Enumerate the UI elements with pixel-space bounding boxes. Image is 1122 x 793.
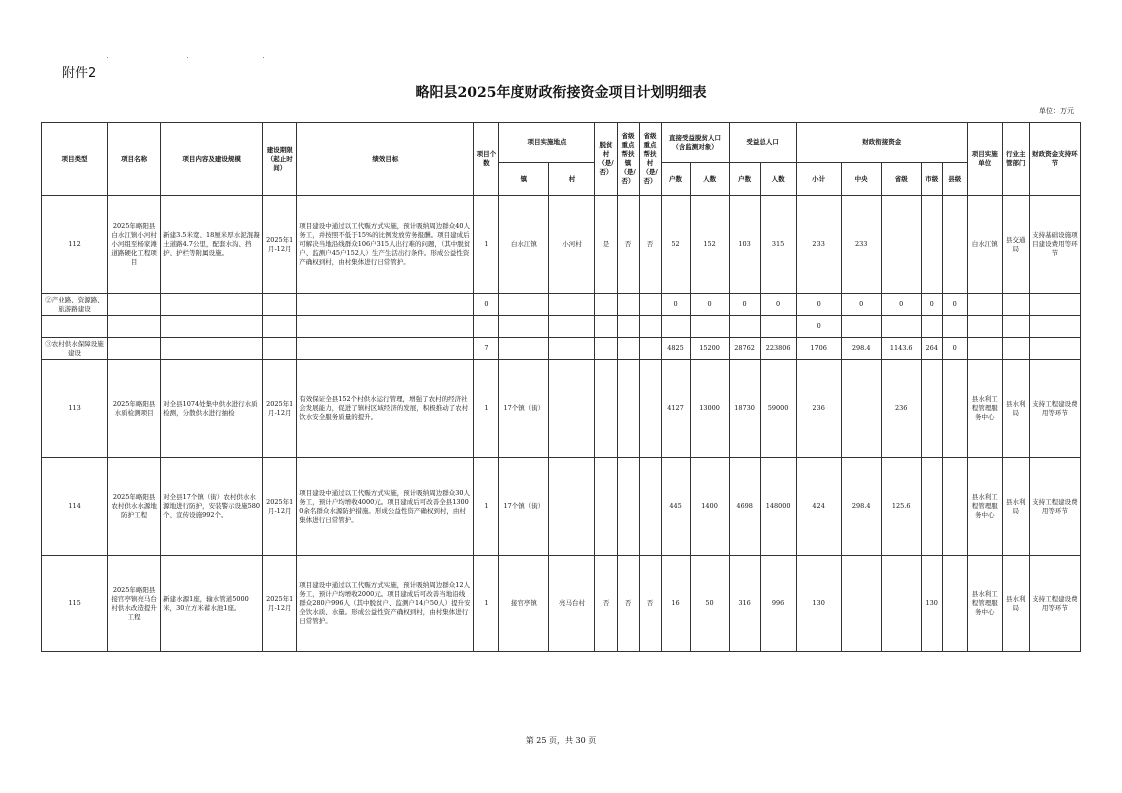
cell-kv <box>639 360 661 458</box>
table-row <box>42 360 1081 458</box>
cell-type: 114 <box>42 458 108 556</box>
cell-county: 0 <box>942 338 967 360</box>
cell-prov <box>881 556 921 652</box>
header-total-benefit: 受益总人口 <box>729 123 796 163</box>
table-row <box>42 458 1081 556</box>
cell-city <box>921 316 942 338</box>
header-town: 镇 <box>499 163 549 196</box>
cell-prov: 236 <box>881 360 921 458</box>
cell-cen: 298.4 <box>841 458 881 556</box>
cell-unit: 县水利工程管理服务中心 <box>967 458 1002 556</box>
cell-th: 18730 <box>729 360 760 458</box>
cell-city <box>921 196 942 294</box>
header-central: 中央 <box>841 163 881 196</box>
header-subtotal: 小计 <box>796 163 841 196</box>
cell-dh: 4825 <box>661 338 690 360</box>
cell-cen <box>841 360 881 458</box>
cell-county <box>942 360 967 458</box>
cell-cen: 0 <box>841 294 881 316</box>
cell-goal <box>297 316 474 338</box>
cell-count <box>474 316 499 338</box>
header-dept: 行业主管部门 <box>1002 123 1029 196</box>
cell-content: 新建3.5米宽、18厘米厚水泥混凝土道路4.7公里，配套水沟、挡护、护栏等附属设施。 <box>161 196 263 294</box>
cell-kt: 否 <box>617 556 639 652</box>
cell-period <box>263 294 297 316</box>
cell-pv <box>595 458 617 556</box>
cell-cen <box>841 316 881 338</box>
cell-kv <box>639 338 661 360</box>
cell-content: 对全县17个镇（街）农村供水水源地进行防护，安装警示设施580个、宣传设施992个。 <box>161 458 263 556</box>
header-support: 财政资金支持环节 <box>1029 123 1080 196</box>
cell-kt <box>617 338 639 360</box>
cell-dp: 1400 <box>690 458 729 556</box>
cell-county <box>942 316 967 338</box>
header-project-type: 项目类型 <box>42 123 108 196</box>
cell-prov: 0 <box>881 294 921 316</box>
cell-unit <box>967 338 1002 360</box>
cell-count: 1 <box>474 196 499 294</box>
cell-town <box>499 294 549 316</box>
header-village: 村 <box>549 163 595 196</box>
cell-town: 17个镇（街） <box>499 360 549 458</box>
cell-kt <box>617 458 639 556</box>
cell-prov <box>881 196 921 294</box>
cell-village <box>549 360 595 458</box>
cell-support: 支持工程建设费用等环节 <box>1029 556 1080 652</box>
cell-dp: 0 <box>690 294 729 316</box>
cell-content: 新建水源1座，输水管道5000米，30立方米蓄水池1座。 <box>161 556 263 652</box>
cell-dp: 50 <box>690 556 729 652</box>
cell-city: 130 <box>921 556 942 652</box>
header-period: 建设期限（起止时间） <box>263 123 297 196</box>
cell-name <box>108 316 161 338</box>
cell-pv <box>595 360 617 458</box>
header-impl-unit: 项目实施单位 <box>967 123 1002 196</box>
table-row <box>42 196 1081 294</box>
cell-cen <box>841 556 881 652</box>
cell-goal <box>297 294 474 316</box>
cell-city: 0 <box>921 294 942 316</box>
cell-sub: 0 <box>796 316 841 338</box>
cell-goal: 项目建设中通过以工代赈方式实施，预计吸纳周边群众40人务工，并按照不低于15%的比例发放劳务报酬。项目建成后可解决当地沿线群众106户315人出行难的问题，（其中脱贫户、监测户45户152人）生产生活出行条件。形成公益性资产确权到村，由村集体进行日常管护。 <box>297 196 474 294</box>
header-direct-benefit: 直接受益脱贫人口（含监测对象） <box>661 123 729 163</box>
cell-kv <box>639 458 661 556</box>
header-key-village: 省级重点帮扶村（是/否） <box>639 123 661 196</box>
cell-count: 1 <box>474 458 499 556</box>
cell-dp <box>690 316 729 338</box>
cell-dh: 16 <box>661 556 690 652</box>
cell-unit: 县水利工程管理服务中心 <box>967 360 1002 458</box>
cell-dh: 4127 <box>661 360 690 458</box>
cell-th: 28762 <box>729 338 760 360</box>
cell-tp: 148000 <box>760 458 796 556</box>
cell-county <box>942 196 967 294</box>
cell-count: 1 <box>474 360 499 458</box>
cell-unit <box>967 316 1002 338</box>
cell-dept: 县交通局 <box>1002 196 1029 294</box>
cell-dp: 13000 <box>690 360 729 458</box>
cell-name: 2025年略阳县白水江镇小河村小河组至杨家滩道路硬化工程项目 <box>108 196 161 294</box>
table-row <box>42 316 1081 338</box>
cell-cen: 233 <box>841 196 881 294</box>
cell-kt <box>617 294 639 316</box>
cell-dept: 县水利局 <box>1002 458 1029 556</box>
cell-th: 0 <box>729 294 760 316</box>
plan-table <box>41 122 1081 652</box>
cell-name <box>108 294 161 316</box>
cell-kv <box>639 294 661 316</box>
cell-city <box>921 458 942 556</box>
cell-county <box>942 458 967 556</box>
cell-pv <box>595 316 617 338</box>
cell-dept <box>1002 316 1029 338</box>
header-county: 县级 <box>942 163 967 196</box>
cell-th: 103 <box>729 196 760 294</box>
cell-kv <box>639 316 661 338</box>
page-title: 略阳县2025年度财政衔接资金项目计划明细表 <box>415 85 707 101</box>
cell-pv: 是 <box>595 196 617 294</box>
cell-city <box>921 360 942 458</box>
cell-tp: 996 <box>760 556 796 652</box>
cell-goal <box>297 338 474 360</box>
cell-prov <box>881 316 921 338</box>
attachment-label: 附件2 <box>62 66 97 81</box>
header-location: 项目实施地点 <box>499 123 595 163</box>
cell-dh <box>661 316 690 338</box>
unit-label: 单位：万元 <box>1039 107 1074 115</box>
table-row <box>42 294 1081 316</box>
cell-tp: 59000 <box>760 360 796 458</box>
cell-period: 2025年1月-12月 <box>263 458 297 556</box>
cell-period: 2025年1月-12月 <box>263 196 297 294</box>
cell-dh: 0 <box>661 294 690 316</box>
cell-sub: 1706 <box>796 338 841 360</box>
cell-pv <box>595 294 617 316</box>
cell-type: 113 <box>42 360 108 458</box>
cell-dept: 县水利局 <box>1002 556 1029 652</box>
cell-county: 0 <box>942 294 967 316</box>
cell-prov: 125.6 <box>881 458 921 556</box>
cell-village <box>549 338 595 360</box>
cell-dp: 152 <box>690 196 729 294</box>
cell-dept: 县水利局 <box>1002 360 1029 458</box>
cell-tp <box>760 316 796 338</box>
cell-period: 2025年1月-12月 <box>263 556 297 652</box>
cell-support: 支持工程建设费用等环节 <box>1029 360 1080 458</box>
cell-village: 亮马台村 <box>549 556 595 652</box>
cell-kv: 否 <box>639 556 661 652</box>
cell-count: 0 <box>474 294 499 316</box>
header-content: 项目内容及建设规模 <box>161 123 263 196</box>
page-footer: 第 25 页，共 30 页 <box>525 736 597 745</box>
cell-town <box>499 338 549 360</box>
cell-tp: 0 <box>760 294 796 316</box>
cell-sub: 424 <box>796 458 841 556</box>
cell-tp: 223806 <box>760 338 796 360</box>
cell-type: ③农村供水保障设施建设 <box>42 338 108 360</box>
cell-type: 115 <box>42 556 108 652</box>
header-key-town: 省级重点帮扶镇（是/否） <box>617 123 639 196</box>
cell-unit <box>967 294 1002 316</box>
cell-name: 2025年略阳县农村供水水源地防护工程 <box>108 458 161 556</box>
cell-support: 支持基础设施项目建设费用等环节 <box>1029 196 1080 294</box>
cell-village <box>549 294 595 316</box>
cell-count: 7 <box>474 338 499 360</box>
cell-content: 对全县1074处集中供水进行水质检测，分散供水进行抽检 <box>161 360 263 458</box>
cell-town <box>499 316 549 338</box>
cell-kt <box>617 316 639 338</box>
cell-support <box>1029 316 1080 338</box>
cell-town: 白水江镇 <box>499 196 549 294</box>
table-row <box>42 338 1081 360</box>
cell-pv: 否 <box>595 556 617 652</box>
cell-goal: 有效保证全县152个村供水运行管理，增强了农村的经济社会发展能力，促进了镇村区域经济的发展，积极推动了农村饮水安全服务质量的提升。 <box>297 360 474 458</box>
cell-sub: 0 <box>796 294 841 316</box>
cell-sub: 130 <box>796 556 841 652</box>
cell-unit: 白水江镇 <box>967 196 1002 294</box>
cell-dept <box>1002 294 1029 316</box>
cell-county <box>942 556 967 652</box>
cell-dept <box>1002 338 1029 360</box>
cell-type: 112 <box>42 196 108 294</box>
cell-content <box>161 316 263 338</box>
cell-dh: 445 <box>661 458 690 556</box>
header-provincial: 省级 <box>881 163 921 196</box>
cell-goal: 项目建设中通过以工代赈方式实施，预计吸纳周边群众12人务工，预计户均增收2000元。项目建成后可改善当地沿线群众280户996人（其中脱贫户、监测户14户50人）提升安全饮水质、水量。形成公益性资产确权到村，由村集体进行日常管护。 <box>297 556 474 652</box>
cell-sub: 236 <box>796 360 841 458</box>
cell-sub: 233 <box>796 196 841 294</box>
header-total-households: 户数 <box>729 163 760 196</box>
cell-name: 2025年略阳县水质检测项目 <box>108 360 161 458</box>
cell-dh: 52 <box>661 196 690 294</box>
cell-content <box>161 294 263 316</box>
cell-unit: 县水利工程管理服务中心 <box>967 556 1002 652</box>
header-poverty-village: 脱贫村（是/否） <box>595 123 617 196</box>
cell-period <box>263 316 297 338</box>
cell-city: 264 <box>921 338 942 360</box>
cell-period <box>263 338 297 360</box>
cell-type <box>42 316 108 338</box>
cell-name <box>108 338 161 360</box>
header-goal: 绩效目标 <box>297 123 474 196</box>
cell-kt: 否 <box>617 196 639 294</box>
cell-town: 17个镇（街） <box>499 458 549 556</box>
cell-pv <box>595 338 617 360</box>
cell-type: ②产业路、资源路、旅游路建设 <box>42 294 108 316</box>
cell-th: 316 <box>729 556 760 652</box>
cell-kt <box>617 360 639 458</box>
cell-period: 2025年1月-12月 <box>263 360 297 458</box>
cell-dp: 15200 <box>690 338 729 360</box>
cell-count: 1 <box>474 556 499 652</box>
cell-support <box>1029 338 1080 360</box>
cell-support <box>1029 294 1080 316</box>
cell-village: 小河村 <box>549 196 595 294</box>
header-project-name: 项目名称 <box>108 123 161 196</box>
header-funds: 财政衔接资金 <box>796 123 967 163</box>
cell-th: 4698 <box>729 458 760 556</box>
cell-name: 2025年略阳县接官亭镇亮马台村供水改造提升工程 <box>108 556 161 652</box>
cell-prov: 1143.6 <box>881 338 921 360</box>
cell-town: 接官亭镇 <box>499 556 549 652</box>
cell-kv: 否 <box>639 196 661 294</box>
header-count: 项目个数 <box>474 123 499 196</box>
cell-tp: 315 <box>760 196 796 294</box>
header-city: 市级 <box>921 163 942 196</box>
header-direct-persons: 人数 <box>690 163 729 196</box>
cell-th <box>729 316 760 338</box>
header-direct-households: 户数 <box>661 163 690 196</box>
cell-support: 支持工程建设费用等环节 <box>1029 458 1080 556</box>
cell-cen: 298.4 <box>841 338 881 360</box>
cell-goal: 项目建设中通过以工代赈方式实施，预计吸纳周边群众30人务工，预计户均增收4000元。项目建成后可改善全县13000余名群众水源防护措施。形成公益性资产确权到村，由村集体进行日常管护。 <box>297 458 474 556</box>
cell-village <box>549 458 595 556</box>
cell-village <box>549 316 595 338</box>
table-row <box>42 556 1081 652</box>
cell-content <box>161 338 263 360</box>
header-total-persons: 人数 <box>760 163 796 196</box>
